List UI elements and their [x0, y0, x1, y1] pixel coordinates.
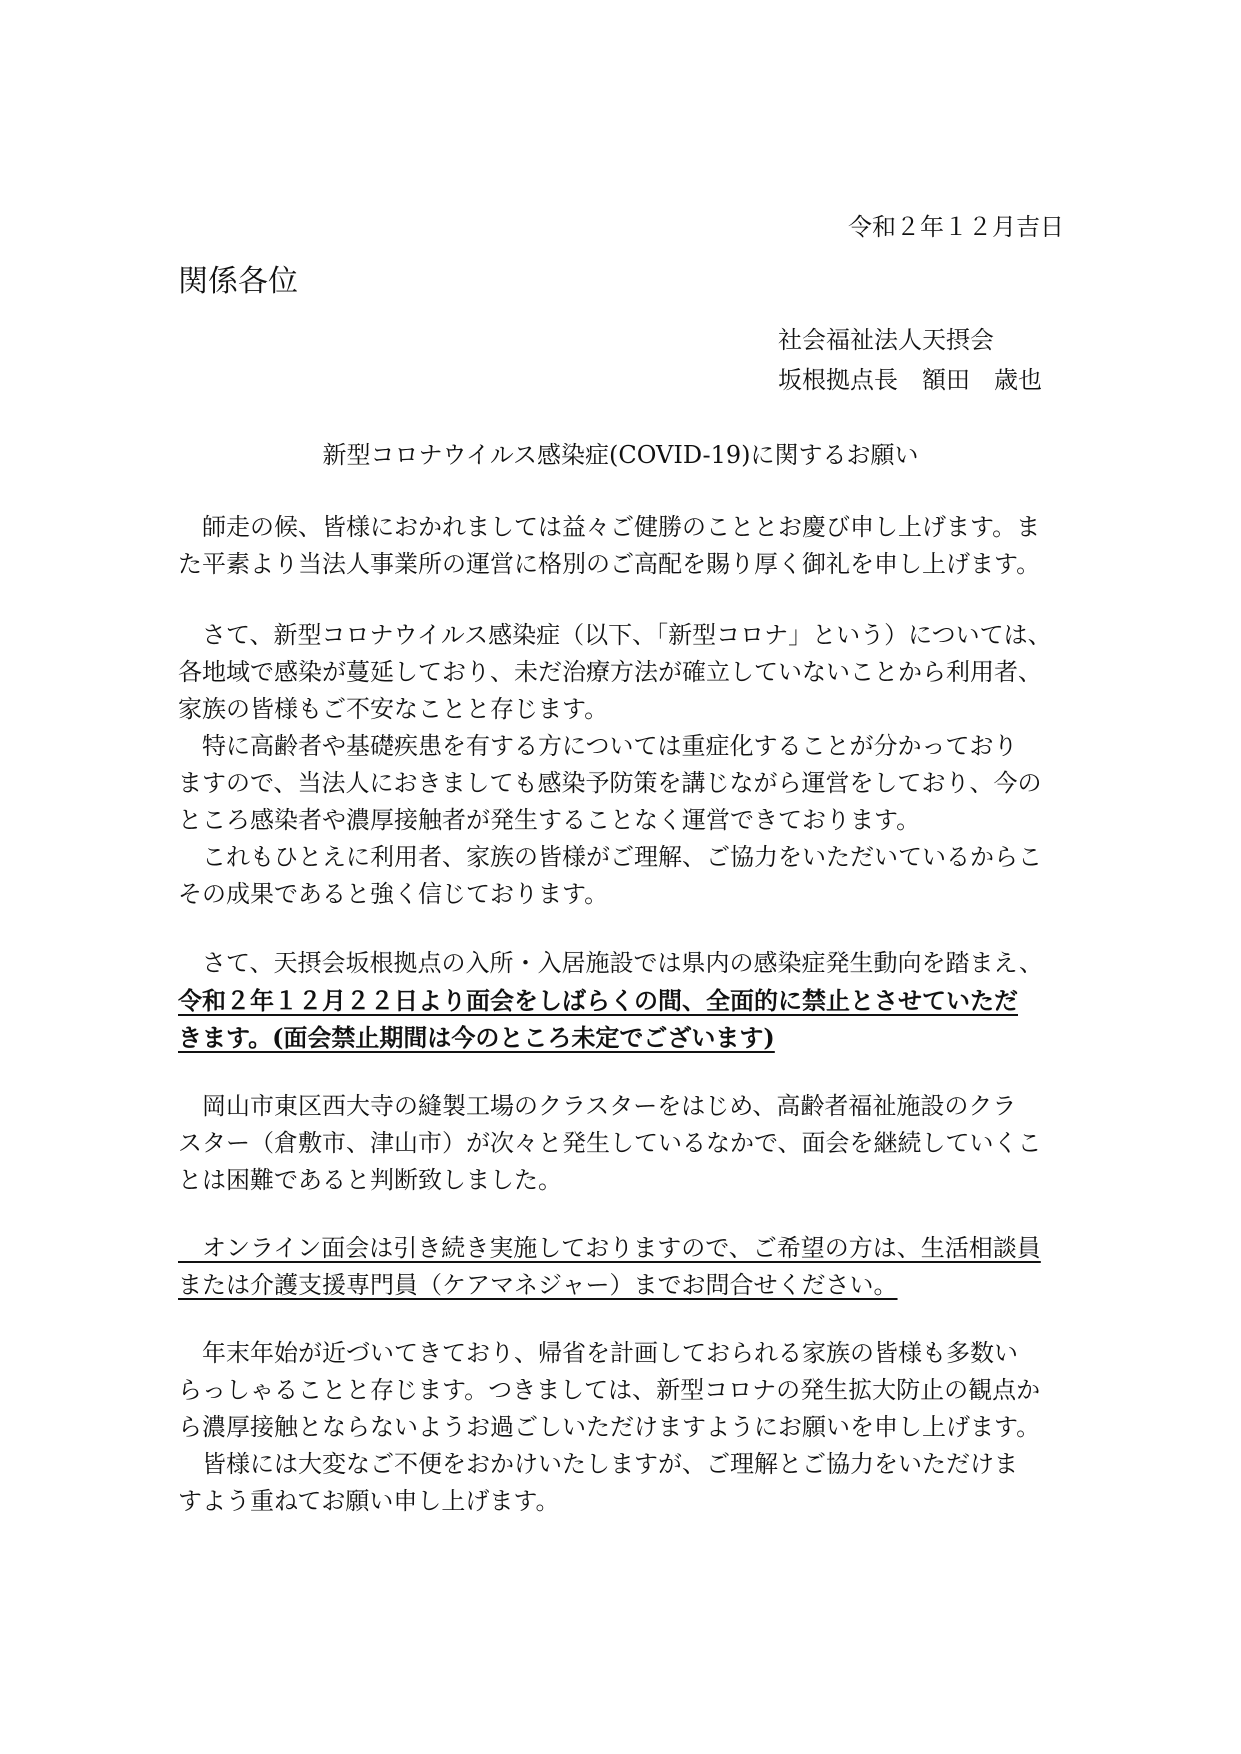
visit-ban-notice-line: きます。(面会禁止期間は今のところ未定でございます) [178, 1023, 775, 1052]
sender-organization: 社会福祉法人天摂会 [778, 326, 994, 354]
text-line: 家族の皆様もご不安なことと存じます。 [178, 695, 609, 723]
text-line: ら濃厚接触とならないようお過ごしいただけますようにお願いを申し上げます。 [178, 1413, 1041, 1441]
text-line: 師走の候、皆様におかれましては益々ご健勝のこととお慶び申し上げます。ま [178, 513, 1041, 541]
text-line: た平素より当法人事業所の運営に格別のご高配を賜り厚く御礼を申し上げます。 [178, 550, 1041, 578]
bold-line-wrapper [178, 982, 1068, 1019]
visit-ban-notice-line: 令和２年１２月２２日より面会をしばらくの間、全面的に禁止とさせていただ [178, 986, 1018, 1015]
online-visit-notice-line: または介護支援専門員（ケアマネジャー）までお問合せください。 [178, 1271, 898, 1299]
text-line: らっしゃることと存じます。つきましては、新型コロナの発生拡大防止の観点か [178, 1376, 1041, 1404]
text-line: 皆様には大変なご不便をおかけいたしますが、ご理解とご協力をいただけま [178, 1450, 1018, 1478]
online-visit-notice-line: オンライン面会は引き続き実施しておりますので、ご希望の方は、生活相談員 [178, 1234, 1041, 1262]
text-line: 年末年始が近づいてきており、帰省を計画しておられる家族の皆様も多数い [178, 1339, 1018, 1367]
text-line: さて、天摂会坂根拠点の入所・入居施設では県内の感染症発生動向を踏まえ、 [178, 949, 1043, 977]
sender-block [778, 320, 1042, 400]
text-line: 特に高齢者や基礎疾患を有する方については重症化することが分かっており [178, 732, 1018, 760]
paragraph-year-end [178, 1335, 1068, 1520]
paragraph-greeting [178, 509, 1068, 583]
paragraph-visit-ban [178, 945, 1068, 1056]
text-line: スター（倉敷市、津山市）が次々と発生しているなかで、面会を継続していくこ [178, 1129, 1042, 1157]
bold-line-wrapper [178, 1019, 1068, 1056]
text-line: 岡山市東区西大寺の縫製工場のクラスターをはじめ、高齢者福祉施設のクラ [178, 1092, 1017, 1120]
paragraph-situation [178, 617, 1068, 913]
text-line: すよう重ねてお願い申し上げます。 [178, 1487, 560, 1515]
text-line: ますので、当法人におきましても感染予防策を講じながら運営をしており、今の [178, 769, 1042, 797]
text-line: これもひとえに利用者、家族の皆様がご理解、ご協力をいただいているからこ [178, 843, 1042, 871]
letter-date: 令和２年１２月吉日 [848, 213, 1064, 241]
text-line: ところ感染者や濃厚接触者が発生することなく運営できております。 [178, 806, 921, 834]
underline-line-wrapper [178, 1267, 1068, 1304]
text-line: さて、新型コロナウイルス感染症（以下、「新型コロナ」という）については、 [178, 621, 1052, 649]
paragraph-reason [178, 1088, 1068, 1199]
text-line: その成果であると強く信じております。 [178, 880, 609, 908]
text-line: とは困難であると判断致しました。 [178, 1166, 562, 1194]
addressee: 関係各位 [178, 264, 298, 299]
paragraph-online-visit [178, 1230, 1068, 1304]
letter-title: 新型コロナウイルス感染症(COVID-19)に関するお願い [322, 441, 919, 469]
underline-line-wrapper [178, 1230, 1068, 1267]
text-line: 各地域で感染が蔓延しており、未だ治療方法が確立していないことから利用者、 [178, 658, 1042, 686]
sender-name: 坂根拠点長 額田 歳也 [778, 366, 1042, 394]
